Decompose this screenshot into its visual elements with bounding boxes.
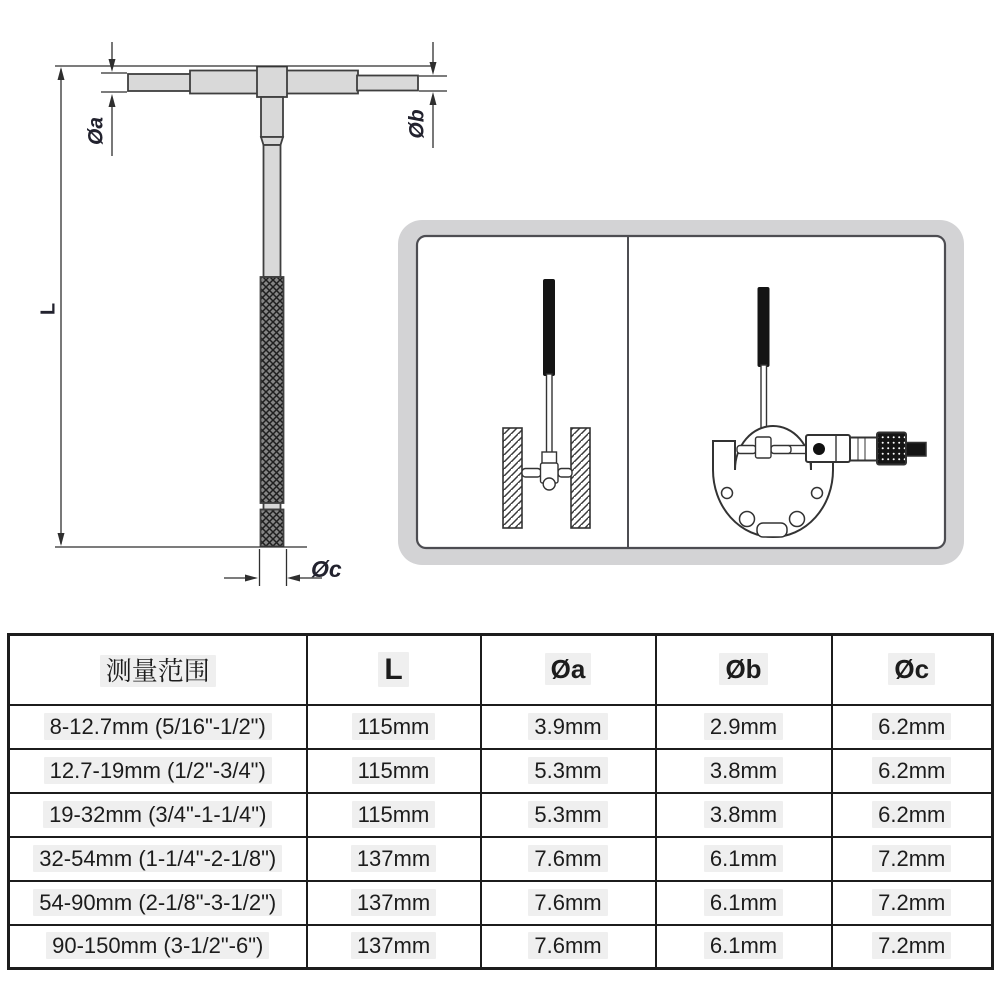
gauge-arm-right: [558, 469, 572, 478]
dimension-lines: [55, 42, 447, 586]
header-length-l: L: [307, 635, 481, 705]
frame-hole: [740, 512, 755, 527]
cell-dia-a: 5.3mm: [481, 793, 656, 837]
cell-dia-a: 5.3mm: [481, 749, 656, 793]
cell-dia-c: 6.2mm: [832, 749, 993, 793]
left-arm-rod: [128, 74, 191, 91]
cell-l: 137mm: [307, 881, 481, 925]
table-row: [9, 749, 993, 793]
center-block: [257, 67, 287, 98]
micrometer-ratchet: [906, 443, 926, 457]
right-arm-rod: [357, 76, 418, 91]
cell-dia-a: 7.6mm: [481, 925, 656, 969]
knurled-handle: [261, 277, 284, 503]
cell-dia-a: 7.6mm: [481, 881, 656, 925]
stem-shaft: [264, 145, 281, 277]
bore-wall-right: [571, 428, 590, 528]
header-dia-c: Øc: [832, 635, 993, 705]
micrometer-barrel: [850, 438, 877, 461]
spec-table: [7, 633, 994, 970]
gauge-handle-black: [758, 287, 770, 367]
cell-l: 115mm: [307, 793, 481, 837]
panel-inner: [417, 236, 945, 548]
stem-upper: [261, 97, 283, 137]
header-dia-b: Øb: [656, 635, 832, 705]
cell-range: 54-90mm (2-1/8"-3-1/2"): [9, 881, 307, 925]
stem-chamfer: [261, 137, 283, 145]
cell-dia-b: 3.8mm: [656, 749, 832, 793]
dim-a-label: Øa: [84, 116, 108, 146]
gauge-arm-right: [771, 446, 791, 454]
table-header-row: [9, 635, 993, 705]
cell-dia-b: 2.9mm: [656, 705, 832, 749]
frame-hole: [790, 512, 805, 527]
table-row: [9, 881, 993, 925]
knurled-end-cap: [261, 510, 284, 547]
frame-hole: [812, 488, 823, 499]
cell-dia-c: 7.2mm: [832, 837, 993, 881]
gauge-handle-black: [543, 279, 555, 376]
cell-dia-b: 3.8mm: [656, 793, 832, 837]
cell-dia-a: 3.9mm: [481, 705, 656, 749]
dim-c-label: Øc: [311, 556, 342, 582]
micrometer-sleeve: [806, 435, 850, 462]
usage-inset-panel: [398, 220, 964, 565]
cell-dia-c: 6.2mm: [832, 705, 993, 749]
cell-dia-b: 6.1mm: [656, 881, 832, 925]
table-row: [9, 925, 993, 969]
bore-wall-left: [503, 428, 522, 528]
cell-range: 19-32mm (3/4"-1-1/4"): [9, 793, 307, 837]
gauge-stem-thin: [547, 374, 553, 454]
dim-l-label: L: [37, 302, 60, 316]
cell-l: 115mm: [307, 705, 481, 749]
left-arm-sleeve: [190, 71, 258, 94]
cell-range: 8-12.7mm (5/16"-1/2"): [9, 705, 307, 749]
cell-dia-c: 7.2mm: [832, 881, 993, 925]
header-measuring-range: 测量范围: [9, 635, 307, 705]
cell-dia-c: 7.2mm: [832, 925, 993, 969]
cell-dia-b: 6.1mm: [656, 837, 832, 881]
gauge-body: [128, 67, 418, 547]
gauge-arm-left: [737, 446, 756, 454]
cell-dia-c: 6.2mm: [832, 793, 993, 837]
table-row: [9, 705, 993, 749]
cell-range: 12.7-19mm (1/2"-3/4"): [9, 749, 307, 793]
gauge-t-center: [756, 437, 772, 458]
micrometer-thimble-knurled: [877, 433, 906, 465]
frame-slot: [757, 523, 787, 537]
dim-c: [224, 549, 322, 586]
cell-dia-a: 7.6mm: [481, 837, 656, 881]
gauge-arm-left: [522, 469, 541, 478]
cell-dia-b: 6.1mm: [656, 925, 832, 969]
micrometer-lock-dot: [813, 443, 825, 455]
cell-range: 90-150mm (3-1/2"-6"): [9, 925, 307, 969]
header-dia-a: Øa: [481, 635, 656, 705]
handle-neck: [264, 503, 281, 510]
dim-b-label: Øb: [405, 109, 429, 139]
table-row: [9, 837, 993, 881]
table-row: [9, 793, 993, 837]
cell-range: 32-54mm (1-1/4"-2-1/8"): [9, 837, 307, 881]
right-arm-sleeve: [286, 71, 358, 94]
cell-l: 115mm: [307, 749, 481, 793]
cell-l: 137mm: [307, 837, 481, 881]
frame-hole: [722, 488, 733, 499]
gauge-t-ball: [543, 478, 555, 490]
cell-l: 137mm: [307, 925, 481, 969]
